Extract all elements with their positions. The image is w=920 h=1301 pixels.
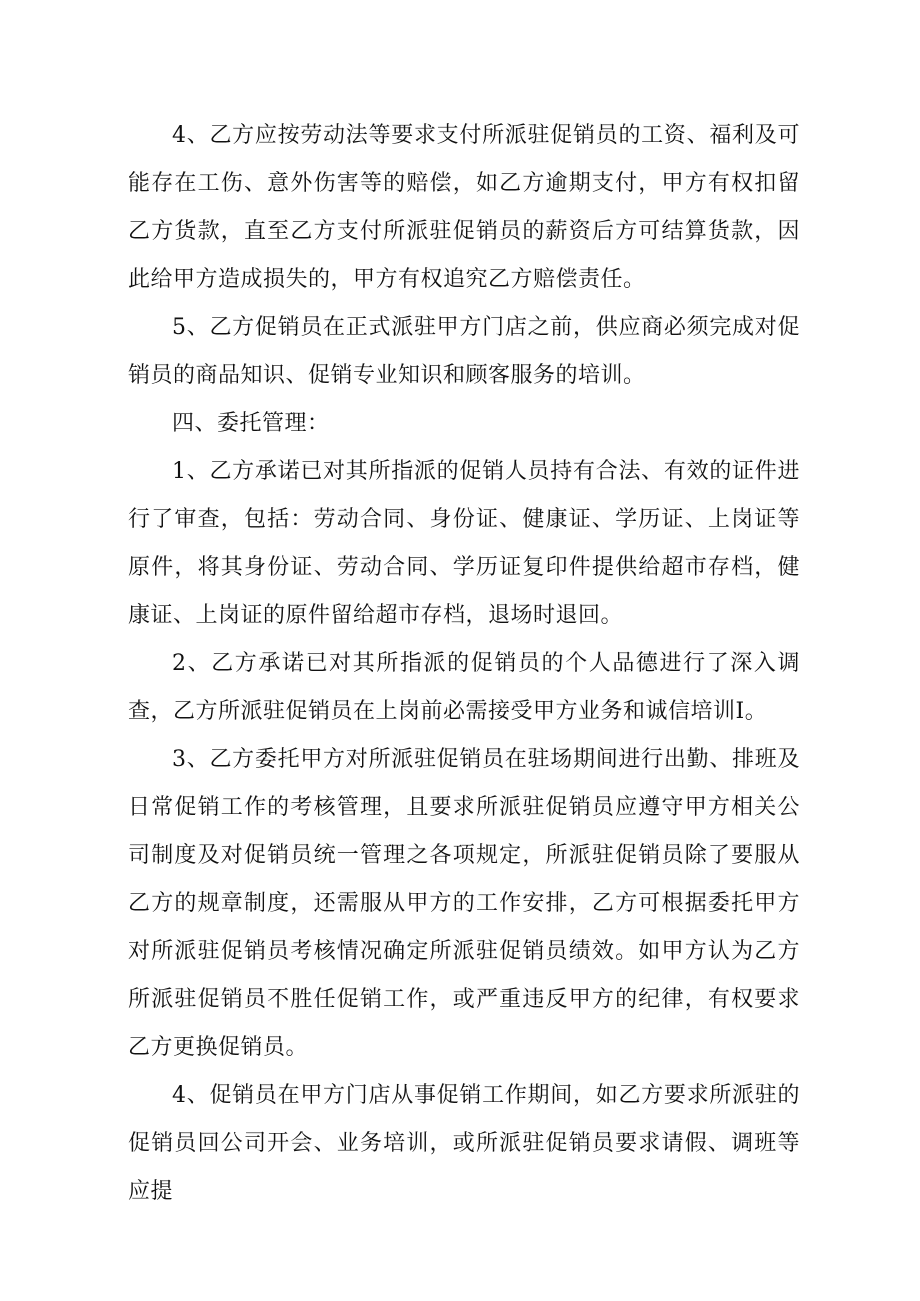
paragraph-leave-and-meetings: 4、促销员在甲方门店从事促销工作期间，如乙方要求所派驻的促销员回公司开会、业务培训，或所派驻促销员要求请假、调班等应提 bbox=[128, 1083, 800, 1204]
paragraph-wage-compensation: 4、乙方应按劳动法等要求支付所派驻促销员的工资、福利及可能存在工伤、意外伤害等的赔偿，如乙方逾期支付，甲方有权扣留乙方货款，直至乙方支付所派驻促销员的薪资后方可结算货款，因此给甲方造成损失的，甲方有权追究乙方赔偿责任。 bbox=[128, 123, 800, 292]
paragraph-assessment-management: 3、乙方委托甲方对所派驻促销员在驻场期间进行出勤、排班及日常促销工作的考核管理，且要求所派驻促销员应遵守甲方相关公司制度及对促销员统一管理之各项规定，所派驻促销员除了要服从乙方的规章制度，还需服从甲方的工作安排，乙方可根据委托甲方对所派驻促销员考核情况确定所派驻促销员绩效。如甲方认为乙方所派驻促销员不胜任促销工作，或严重违反甲方的纪律，有权要求乙方更换促销员。 bbox=[128, 747, 800, 1060]
paragraph-character-investigation: 2、乙方承诺已对其所指派的促销员的个人品德进行了深入调查，乙方所派驻促销员在上岗前必需接受甲方业务和诚信培训I。 bbox=[128, 651, 800, 724]
section-heading-entrusted-management: 四、委托管理： bbox=[172, 411, 330, 436]
document-body bbox=[128, 112, 800, 1216]
paragraph-certificate-review: 1、乙方承诺已对其所指派的促销人员持有合法、有效的证件进行了审查，包括：劳动合同、身份证、健康证、学历证、上岗证等原件，将其身份证、劳动合同、学历证复印件提供给超市存档，健康证、上岗证的原件留给超市存档，退场时退回。 bbox=[128, 459, 800, 628]
paragraph-training-before-dispatch: 5、乙方促销员在正式派驻甲方门店之前，供应商必须完成对促销员的商品知识、促销专业知识和顾客服务的培训。 bbox=[128, 315, 800, 388]
